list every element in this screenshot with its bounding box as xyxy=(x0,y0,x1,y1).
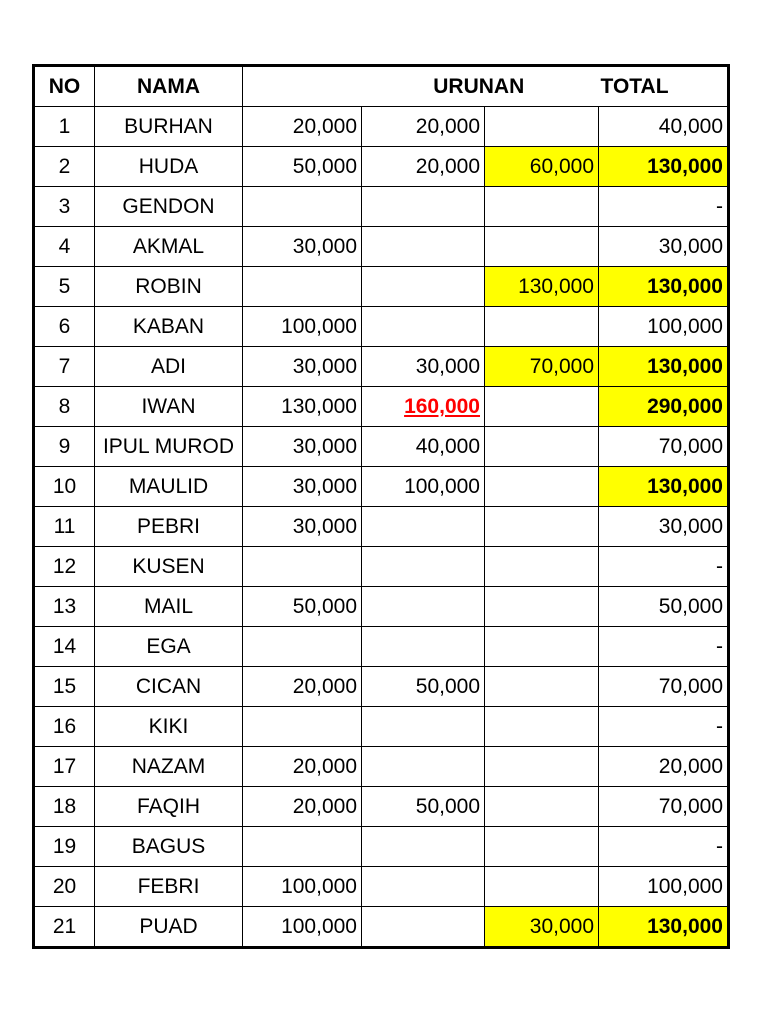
cell-nama: ADI xyxy=(95,347,243,387)
cell-total: 130,000 xyxy=(599,907,729,948)
cell-nama: KABAN xyxy=(95,307,243,347)
cell-no: 13 xyxy=(34,587,95,627)
cell-urunan-3 xyxy=(485,227,599,267)
cell-total: - xyxy=(599,187,729,227)
cell-no: 6 xyxy=(34,307,95,347)
cell-no: 16 xyxy=(34,707,95,747)
cell-no: 21 xyxy=(34,907,95,948)
cell-urunan-3: 30,000 xyxy=(485,907,599,948)
table-row xyxy=(34,747,729,787)
cell-total: 100,000 xyxy=(599,307,729,347)
cell-total: 100,000 xyxy=(599,867,729,907)
cell-urunan-2 xyxy=(362,627,485,667)
table-row xyxy=(34,107,729,147)
cell-total: 130,000 xyxy=(599,267,729,307)
table-row xyxy=(34,267,729,307)
cell-urunan-3 xyxy=(485,547,599,587)
cell-urunan-1: 30,000 xyxy=(243,227,362,267)
cell-nama: PUAD xyxy=(95,907,243,948)
cell-urunan-3: 130,000 xyxy=(485,267,599,307)
cell-urunan-1: 30,000 xyxy=(243,427,362,467)
cell-no: 14 xyxy=(34,627,95,667)
header-total: TOTAL xyxy=(599,66,729,107)
cell-total: 130,000 xyxy=(599,147,729,187)
cell-urunan-2 xyxy=(362,867,485,907)
cell-nama: PEBRI xyxy=(95,507,243,547)
cell-urunan-2 xyxy=(362,747,485,787)
cell-nama: BAGUS xyxy=(95,827,243,867)
cell-total: 130,000 xyxy=(599,467,729,507)
table-row xyxy=(34,907,729,948)
cell-urunan-3 xyxy=(485,387,599,427)
cell-nama: AKMAL xyxy=(95,227,243,267)
cell-nama: MAIL xyxy=(95,587,243,627)
table-row xyxy=(34,347,729,387)
cell-urunan-3 xyxy=(485,787,599,827)
cell-urunan-1: 50,000 xyxy=(243,587,362,627)
cell-urunan-2: 20,000 xyxy=(362,107,485,147)
cell-urunan-1 xyxy=(243,627,362,667)
cell-urunan-3: 60,000 xyxy=(485,147,599,187)
cell-nama: GENDON xyxy=(95,187,243,227)
cell-urunan-1: 50,000 xyxy=(243,147,362,187)
table-row xyxy=(34,427,729,467)
cell-no: 20 xyxy=(34,867,95,907)
cell-nama: FAQIH xyxy=(95,787,243,827)
cell-total: - xyxy=(599,827,729,867)
cell-no: 11 xyxy=(34,507,95,547)
table-row xyxy=(34,387,729,427)
cell-urunan-2 xyxy=(362,707,485,747)
cell-total: 290,000 xyxy=(599,387,729,427)
cell-total: 70,000 xyxy=(599,427,729,467)
cell-urunan-2 xyxy=(362,267,485,307)
cell-urunan-3 xyxy=(485,427,599,467)
cell-nama: MAULID xyxy=(95,467,243,507)
table-row xyxy=(34,187,729,227)
cell-urunan-3 xyxy=(485,667,599,707)
cell-urunan-2 xyxy=(362,547,485,587)
cell-urunan-3 xyxy=(485,827,599,867)
cell-total: 30,000 xyxy=(599,227,729,267)
cell-total: 50,000 xyxy=(599,587,729,627)
cell-nama: KIKI xyxy=(95,707,243,747)
table-row xyxy=(34,587,729,627)
cell-urunan-2: 100,000 xyxy=(362,467,485,507)
contribution-table xyxy=(32,64,730,949)
cell-no: 3 xyxy=(34,187,95,227)
cell-urunan-1: 30,000 xyxy=(243,347,362,387)
table-row xyxy=(34,867,729,907)
cell-urunan-1: 100,000 xyxy=(243,907,362,948)
table-row xyxy=(34,827,729,867)
cell-total: 40,000 xyxy=(599,107,729,147)
table-row xyxy=(34,507,729,547)
cell-no: 2 xyxy=(34,147,95,187)
cell-urunan-1 xyxy=(243,707,362,747)
table-row xyxy=(34,547,729,587)
cell-urunan-2: 40,000 xyxy=(362,427,485,467)
cell-no: 7 xyxy=(34,347,95,387)
table-row xyxy=(34,307,729,347)
cell-urunan-3 xyxy=(485,107,599,147)
table-row xyxy=(34,787,729,827)
cell-urunan-1: 30,000 xyxy=(243,467,362,507)
header-urunan: URUNAN xyxy=(243,66,599,107)
header-row xyxy=(34,66,729,107)
cell-no: 4 xyxy=(34,227,95,267)
cell-urunan-2: 30,000 xyxy=(362,347,485,387)
cell-urunan-2 xyxy=(362,307,485,347)
cell-nama: EGA xyxy=(95,627,243,667)
table-row xyxy=(34,467,729,507)
cell-nama: HUDA xyxy=(95,147,243,187)
cell-total: - xyxy=(599,707,729,747)
cell-no: 17 xyxy=(34,747,95,787)
table-body xyxy=(34,107,729,948)
header-no: NO xyxy=(34,66,95,107)
cell-no: 10 xyxy=(34,467,95,507)
cell-urunan-1: 130,000 xyxy=(243,387,362,427)
cell-nama: IWAN xyxy=(95,387,243,427)
cell-urunan-3: 70,000 xyxy=(485,347,599,387)
cell-urunan-3 xyxy=(485,467,599,507)
header-nama: NAMA xyxy=(95,66,243,107)
cell-total: 30,000 xyxy=(599,507,729,547)
cell-no: 15 xyxy=(34,667,95,707)
cell-urunan-2 xyxy=(362,187,485,227)
cell-no: 9 xyxy=(34,427,95,467)
cell-urunan-3 xyxy=(485,307,599,347)
cell-nama: BURHAN xyxy=(95,107,243,147)
cell-nama: CICAN xyxy=(95,667,243,707)
cell-urunan-2: 160,000 xyxy=(362,387,485,427)
cell-total: 20,000 xyxy=(599,747,729,787)
cell-no: 19 xyxy=(34,827,95,867)
cell-nama: IPUL MUROD xyxy=(95,427,243,467)
cell-total: 70,000 xyxy=(599,787,729,827)
cell-no: 8 xyxy=(34,387,95,427)
table-row xyxy=(34,707,729,747)
cell-urunan-2 xyxy=(362,827,485,867)
cell-total: 130,000 xyxy=(599,347,729,387)
cell-no: 12 xyxy=(34,547,95,587)
cell-urunan-3 xyxy=(485,627,599,667)
cell-urunan-3 xyxy=(485,867,599,907)
cell-urunan-1: 20,000 xyxy=(243,667,362,707)
cell-urunan-3 xyxy=(485,507,599,547)
cell-total: - xyxy=(599,547,729,587)
cell-urunan-3 xyxy=(485,187,599,227)
cell-urunan-3 xyxy=(485,747,599,787)
cell-urunan-2 xyxy=(362,507,485,547)
cell-no: 5 xyxy=(34,267,95,307)
cell-urunan-2: 50,000 xyxy=(362,667,485,707)
cell-urunan-1: 20,000 xyxy=(243,107,362,147)
cell-urunan-1 xyxy=(243,547,362,587)
cell-urunan-2 xyxy=(362,587,485,627)
cell-total: - xyxy=(599,627,729,667)
cell-urunan-1 xyxy=(243,827,362,867)
cell-urunan-2 xyxy=(362,907,485,948)
cell-total: 70,000 xyxy=(599,667,729,707)
table-row xyxy=(34,227,729,267)
cell-urunan-1: 20,000 xyxy=(243,747,362,787)
cell-nama: FEBRI xyxy=(95,867,243,907)
table-row xyxy=(34,147,729,187)
table-row xyxy=(34,627,729,667)
cell-urunan-3 xyxy=(485,707,599,747)
cell-urunan-1: 100,000 xyxy=(243,307,362,347)
cell-urunan-1: 30,000 xyxy=(243,507,362,547)
cell-urunan-2: 50,000 xyxy=(362,787,485,827)
cell-urunan-1 xyxy=(243,267,362,307)
cell-no: 18 xyxy=(34,787,95,827)
cell-urunan-1: 100,000 xyxy=(243,867,362,907)
cell-no: 1 xyxy=(34,107,95,147)
cell-urunan-1 xyxy=(243,187,362,227)
cell-nama: KUSEN xyxy=(95,547,243,587)
cell-nama: ROBIN xyxy=(95,267,243,307)
cell-urunan-1: 20,000 xyxy=(243,787,362,827)
cell-nama: NAZAM xyxy=(95,747,243,787)
cell-urunan-2: 20,000 xyxy=(362,147,485,187)
cell-urunan-3 xyxy=(485,587,599,627)
cell-urunan-2 xyxy=(362,227,485,267)
table-row xyxy=(34,667,729,707)
